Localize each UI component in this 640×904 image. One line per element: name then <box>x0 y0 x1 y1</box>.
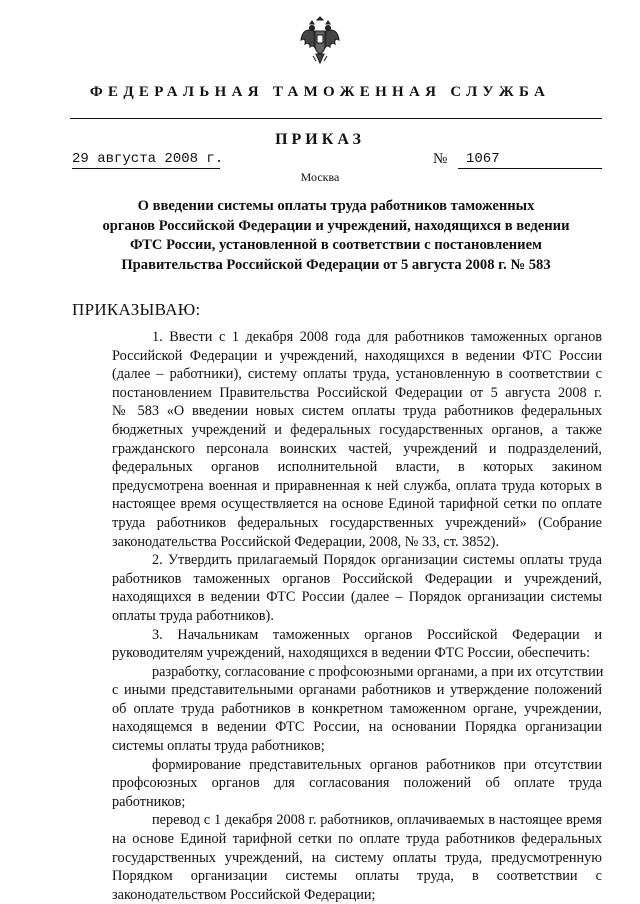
subject-line: Правительства Российской Федерации от 5 августа 2008 г. № 583 <box>121 256 551 273</box>
text-line: перевод с 1 декабря 2008 г. работников, оплачиваемых в настоящее время <box>152 812 602 829</box>
text-line: № 583 «О введении новых систем оплаты труда работников федеральных <box>112 403 602 420</box>
text-line: Российской Федерации и учреждений, находящихся в ведении ФТС России <box>112 347 602 364</box>
text-line: 3. Начальникам таможенных органов Российской Федерации и <box>152 626 602 643</box>
text-line: государственных учреждений, на систему оплаты труда, предусмотренную <box>112 849 602 866</box>
paragraph-3 <box>72 626 602 663</box>
paragraph-3-item-2 <box>72 756 602 812</box>
header-rule <box>70 118 602 119</box>
order-body <box>72 328 602 904</box>
text-line: Порядком организации системы оплаты труда, в соответствии с <box>112 868 602 885</box>
text-line: труда работников федеральных государственных учреждений» (Собрание <box>112 514 602 531</box>
double-headed-eagle-icon <box>300 16 340 66</box>
agency-name: ФЕДЕРАЛЬНАЯ ТАМОЖЕННАЯ СЛУЖБА <box>89 84 551 100</box>
decree-word: ПРИКАЗЫВАЮ: <box>72 300 201 319</box>
text-line: на основе Единой тарифной сетки по оплате труда работников федеральных <box>112 831 602 848</box>
text-line: законодательства Российской Федерации, 2008, № 33, ст. 3852). <box>112 533 500 550</box>
document-type: ПРИКАЗ <box>275 131 365 148</box>
order-city: Москва <box>300 170 340 184</box>
text-line: профсоюзных органов для согласования положений об оплате труда <box>112 775 602 792</box>
text-line: настоящее время осуществляется на основе Единой тарифной сетки по оплате <box>112 496 602 513</box>
text-line: работников; <box>112 793 186 810</box>
text-line: находящихся в ведении ФТС России (далее – Порядок организации системы <box>112 589 602 606</box>
paragraph-3-item-3 <box>72 811 602 904</box>
text-line: постановлением Правительства Российской Федерации от 5 августа 2008 г. <box>112 384 602 401</box>
order-number: 1067 <box>458 150 602 169</box>
paragraph-2 <box>72 551 602 625</box>
text-line: законодательством Российской Федерации; <box>112 886 376 903</box>
order-number-label: № <box>433 151 448 167</box>
text-line: (далее – работники), систему оплаты труда, установленную в соответствии с <box>112 366 602 383</box>
text-line: об оплате труда работников в конкретном таможенном органе, учреждении, <box>112 700 602 717</box>
text-line: системы оплаты труда работников; <box>112 738 325 755</box>
text-line: гражданского персонала воинских частей, учреждений и подразделений, <box>112 440 602 457</box>
text-line: оплаты труда работников). <box>112 607 274 624</box>
text-line: 1. Ввести с 1 декабря 2008 года для работников таможенных органов <box>152 329 602 345</box>
text-line: федеральных органов исполнительной власти, в которых закином <box>112 459 602 476</box>
subject-line: органов Российской Федерации и учреждений, находящихся в ведении <box>102 217 570 234</box>
order-subject <box>70 197 602 275</box>
subject-line: ФТС России, установленной в соответствии с постановлением <box>129 237 542 253</box>
paragraph-1 <box>72 328 602 551</box>
text-line: предусмотрена военная и приравненная к ней служба, оплата труда которых в <box>112 477 602 494</box>
order-date: 29 августа 2008 г. <box>72 151 224 167</box>
text-line: находящемся в ведении ФТС России, на основании Порядка организации <box>112 719 602 736</box>
text-line: руководителям учреждений, находящихся в ведении ФТС России, обеспечить: <box>112 645 591 662</box>
paragraph-3-item-1 <box>72 663 602 756</box>
text-line: с иными представительными органами работников и утверждение положений <box>112 682 602 699</box>
text-line: 2. Утвердить прилагаемый Порядок организации системы оплаты труда <box>152 552 602 569</box>
text-line: разработку, согласование с профсоюзными органами, а при их отсутствии <box>152 663 604 680</box>
text-line: работников таможенных органов Российской Федерации и учреждений, <box>112 570 602 587</box>
subject-line: О введении системы оплаты труда работников таможенных <box>137 198 535 214</box>
text-line: формирование представительных органов работников при отсутствии <box>152 756 602 773</box>
text-line: бюджетных учреждений и федеральных государственных органов, а также <box>112 421 602 438</box>
